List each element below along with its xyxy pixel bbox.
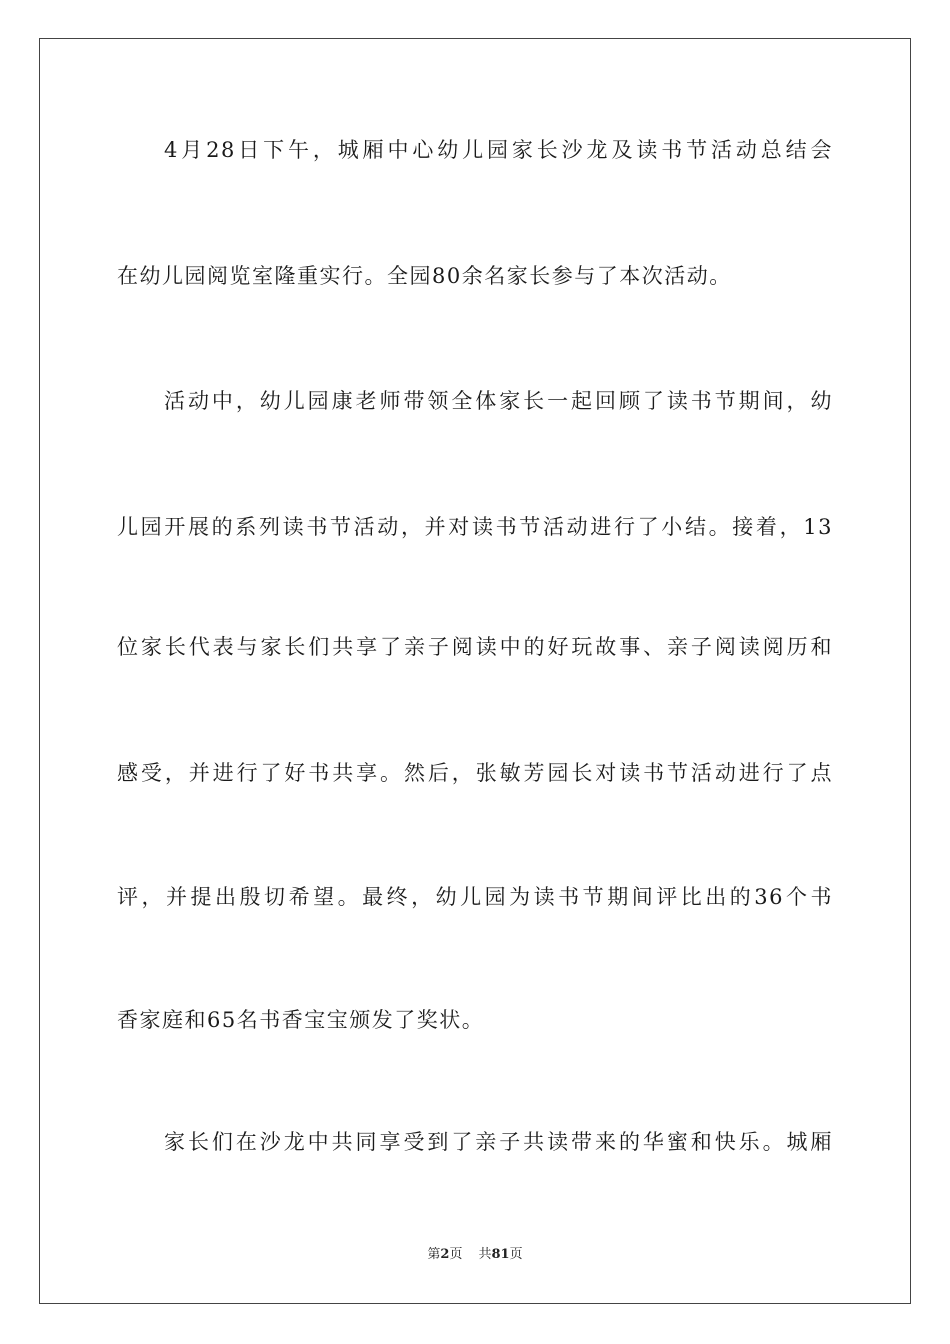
paragraph-2-line-6: 香家庭和65名书香宝宝颁发了奖状。 bbox=[117, 1008, 485, 1032]
page-footer bbox=[0, 1246, 950, 1264]
paragraph-2-line-1: 活动中，幼儿园康老师带领全体家长一起回顾了读书节期间，幼 bbox=[164, 389, 833, 413]
paragraph-2-line-3: 位家长代表与家长们共享了亲子阅读中的好玩故事、亲子阅读阅历和 bbox=[117, 635, 833, 659]
page-number: 2 bbox=[440, 1247, 450, 1262]
page-label-prefix: 第 bbox=[427, 1247, 441, 1262]
total-label-suffix: 页 bbox=[509, 1247, 523, 1262]
page-label-suffix: 页 bbox=[449, 1247, 463, 1262]
paragraph-3-line-1: 家长们在沙龙中共同享受到了亲子共读带来的华蜜和快乐。城厢 bbox=[164, 1130, 833, 1154]
paragraph-2-line-2: 儿园开展的系列读书节活动，并对读书节活动进行了小结。接着，13 bbox=[117, 515, 833, 539]
paragraph-1-line-1: 4月28日下午，城厢中心幼儿园家长沙龙及读书节活动总结会 bbox=[164, 138, 833, 162]
total-pages: 81 bbox=[491, 1247, 510, 1262]
total-label-prefix: 共 bbox=[478, 1247, 492, 1262]
paragraph-2-line-4: 感受，并进行了好书共享。然后，张敏芳园长对读书节活动进行了点 bbox=[117, 761, 833, 785]
page-frame bbox=[39, 38, 911, 1304]
paragraph-1-line-2: 在幼儿园阅览室隆重实行。全园80余名家长参与了本次活动。 bbox=[117, 264, 732, 288]
paragraph-2-line-5: 评，并提出殷切希望。最终，幼儿园为读书节期间评比出的36个书 bbox=[117, 885, 833, 909]
